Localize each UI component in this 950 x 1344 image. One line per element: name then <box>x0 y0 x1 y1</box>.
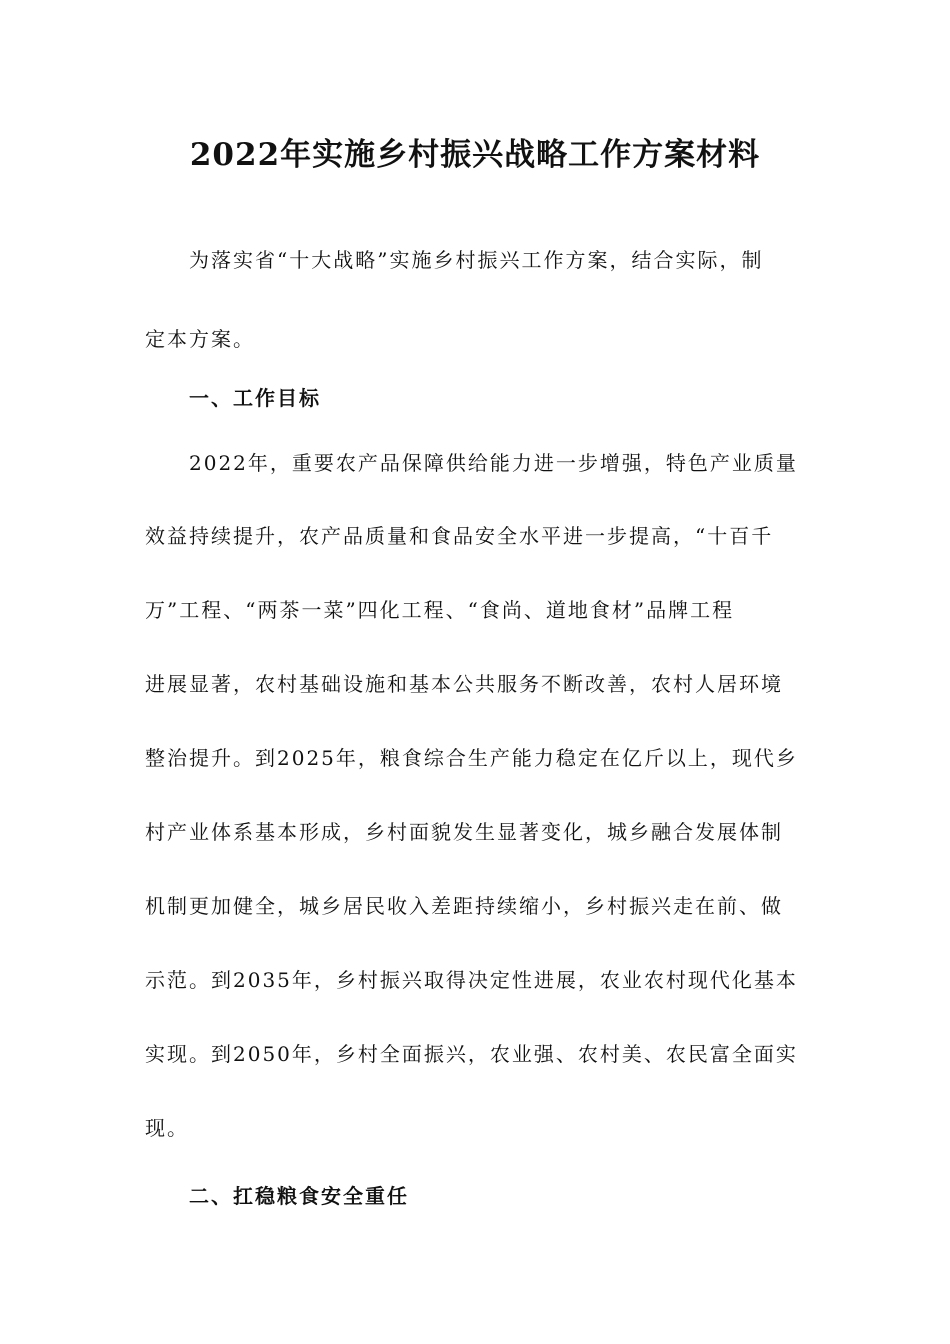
intro-line-1: 为落实省“十大战略”实施乡村振兴工作方案，结合实际，制 <box>189 248 764 272</box>
intro-line-2: 定本方案。 <box>145 327 255 351</box>
section-heading-2: 二、扛稳粮食安全重任 <box>189 1184 409 1208</box>
paragraph-line: 实现。到2050年，乡村全面振兴，农业强、农村美、农民富全面实 <box>145 1042 798 1066</box>
paragraph-line: 进展显著，农村基础设施和基本公共服务不断改善，农村人居环境 <box>145 672 783 696</box>
paragraph-line: 现。 <box>145 1116 189 1140</box>
paragraph-line: 整治提升。到2025年，粮食综合生产能力稳定在亿斤以上，现代乡 <box>145 746 798 770</box>
page-title: 2022年实施乡村振兴战略工作方案材料 <box>189 137 761 173</box>
section-heading-1: 一、工作目标 <box>189 386 321 410</box>
paragraph-line: 2022年，重要农产品保障供给能力进一步增强，特色产业质量 <box>189 451 798 475</box>
paragraph-line: 效益持续提升，农产品质量和食品安全水平进一步提高，“十百千 <box>145 524 774 548</box>
paragraph-line: 示范。到2035年，乡村振兴取得决定性进展，农业农村现代化基本 <box>145 968 798 992</box>
paragraph-line: 村产业体系基本形成，乡村面貌发生显著变化，城乡融合发展体制 <box>145 820 783 844</box>
paragraph-line: 机制更加健全，城乡居民收入差距持续缩小，乡村振兴走在前、做 <box>145 894 783 918</box>
paragraph-line: 万”工程、“两茶一菜”四化工程、“食尚、道地食材”品牌工程 <box>145 598 735 622</box>
